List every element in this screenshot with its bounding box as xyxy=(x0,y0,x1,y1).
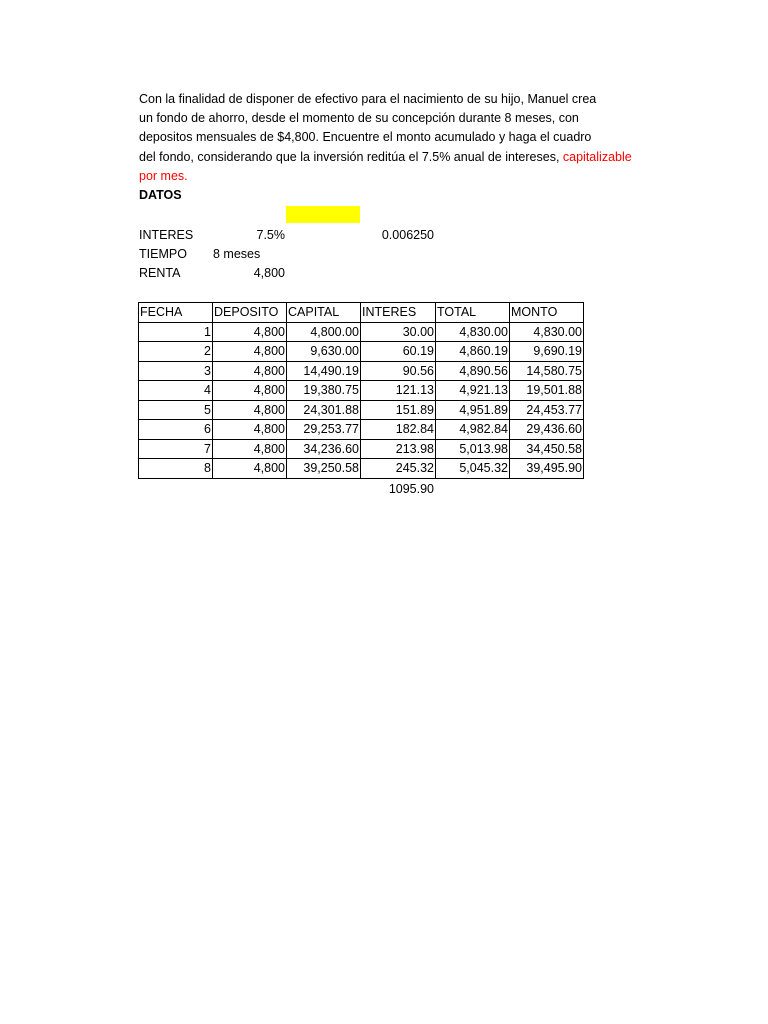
cell-capital: 14,490.19 xyxy=(287,361,361,381)
cell-deposito: 4,800 xyxy=(213,361,287,381)
renta-value: 4,800 xyxy=(253,266,285,280)
cell-fecha: 6 xyxy=(139,420,213,440)
cell-capital: 29,253.77 xyxy=(287,420,361,440)
cell-total: 4,860.19 xyxy=(436,342,510,362)
cell-total: 4,830.00 xyxy=(436,322,510,342)
cell-total: 5,013.98 xyxy=(436,439,510,459)
cell-interes: 60.19 xyxy=(361,342,436,362)
cell-deposito: 4,800 xyxy=(213,420,287,440)
header-capital: CAPITAL xyxy=(287,303,361,323)
cell-interes: 213.98 xyxy=(361,439,436,459)
fund-table xyxy=(138,302,584,479)
cell-total: 4,890.56 xyxy=(436,361,510,381)
interes-label: INTERES xyxy=(139,228,194,242)
header-total: TOTAL xyxy=(436,303,510,323)
cell-monto: 34,450.58 xyxy=(510,439,584,459)
cell-interes: 30.00 xyxy=(361,322,436,342)
cell-capital: 19,380.75 xyxy=(287,381,361,401)
cell-monto: 24,453.77 xyxy=(510,400,584,420)
cell-monto: 9,690.19 xyxy=(510,342,584,362)
cell-interes: 245.32 xyxy=(361,459,436,479)
capitalizable-emphasis: capitalizable xyxy=(562,150,632,164)
problem-line-4 xyxy=(139,149,632,165)
cell-monto: 29,436.60 xyxy=(510,420,584,440)
cell-interes: 182.84 xyxy=(361,420,436,440)
cell-deposito: 4,800 xyxy=(213,342,287,362)
cell-capital: 24,301.88 xyxy=(287,400,361,420)
table-row xyxy=(139,361,584,381)
cell-total: 5,045.32 xyxy=(436,459,510,479)
tiempo-value: 8 meses xyxy=(213,247,261,261)
renta-label: RENTA xyxy=(139,266,181,280)
cell-deposito: 4,800 xyxy=(213,381,287,401)
cell-total: 4,982.84 xyxy=(436,420,510,440)
cell-fecha: 5 xyxy=(139,400,213,420)
cell-fecha: 7 xyxy=(139,439,213,459)
cell-total: 4,921.13 xyxy=(436,381,510,401)
cell-fecha: 4 xyxy=(139,381,213,401)
cell-total: 4,951.89 xyxy=(436,400,510,420)
header-interes: INTERES xyxy=(361,303,436,323)
interes-rate: 0.006250 xyxy=(381,228,434,242)
cell-capital: 34,236.60 xyxy=(287,439,361,459)
cell-capital: 9,630.00 xyxy=(287,342,361,362)
cell-interes: 151.89 xyxy=(361,400,436,420)
highlighted-cell xyxy=(286,206,360,223)
cell-capital: 39,250.58 xyxy=(287,459,361,479)
cell-deposito: 4,800 xyxy=(213,322,287,342)
cell-deposito: 4,800 xyxy=(213,459,287,479)
table-row xyxy=(139,381,584,401)
table-row xyxy=(139,322,584,342)
cell-fecha: 8 xyxy=(139,459,213,479)
cell-deposito: 4,800 xyxy=(213,439,287,459)
table-row xyxy=(139,400,584,420)
cell-interes: 121.13 xyxy=(361,381,436,401)
problem-line-4-text: del fondo, considerando que la inversión reditúa el 7.5% anual de intereses, xyxy=(139,150,563,164)
cell-monto: 39,495.90 xyxy=(510,459,584,479)
table-row xyxy=(139,420,584,440)
table-row xyxy=(139,439,584,459)
cell-monto: 4,830.00 xyxy=(510,322,584,342)
interes-value: 7.5% xyxy=(256,228,285,242)
datos-heading: DATOS xyxy=(139,188,182,202)
cell-capital: 4,800.00 xyxy=(287,322,361,342)
interes-total: 1095.90 xyxy=(388,482,434,496)
problem-line-2: un fondo de ahorro, desde el momento de su concepción durante 8 meses, con xyxy=(139,111,579,125)
cell-interes: 90.56 xyxy=(361,361,436,381)
cell-fecha: 1 xyxy=(139,322,213,342)
cell-fecha: 2 xyxy=(139,342,213,362)
table-header-row xyxy=(139,303,584,323)
table-row xyxy=(139,459,584,479)
tiempo-label: TIEMPO xyxy=(139,247,187,261)
header-monto: MONTO xyxy=(510,303,584,323)
cell-monto: 19,501.88 xyxy=(510,381,584,401)
header-deposito: DEPOSITO xyxy=(213,303,287,323)
cell-fecha: 3 xyxy=(139,361,213,381)
header-fecha: FECHA xyxy=(139,303,213,323)
problem-line-1: Con la finalidad de disponer de efectivo para el nacimiento de su hijo, Manuel crea xyxy=(139,92,597,106)
problem-line-3: depositos mensuales de $4,800. Encuentre el monto acumulado y haga el cuadro xyxy=(139,130,592,144)
table-row xyxy=(139,342,584,362)
problem-line-5: por mes. xyxy=(139,169,188,183)
cell-monto: 14,580.75 xyxy=(510,361,584,381)
cell-deposito: 4,800 xyxy=(213,400,287,420)
